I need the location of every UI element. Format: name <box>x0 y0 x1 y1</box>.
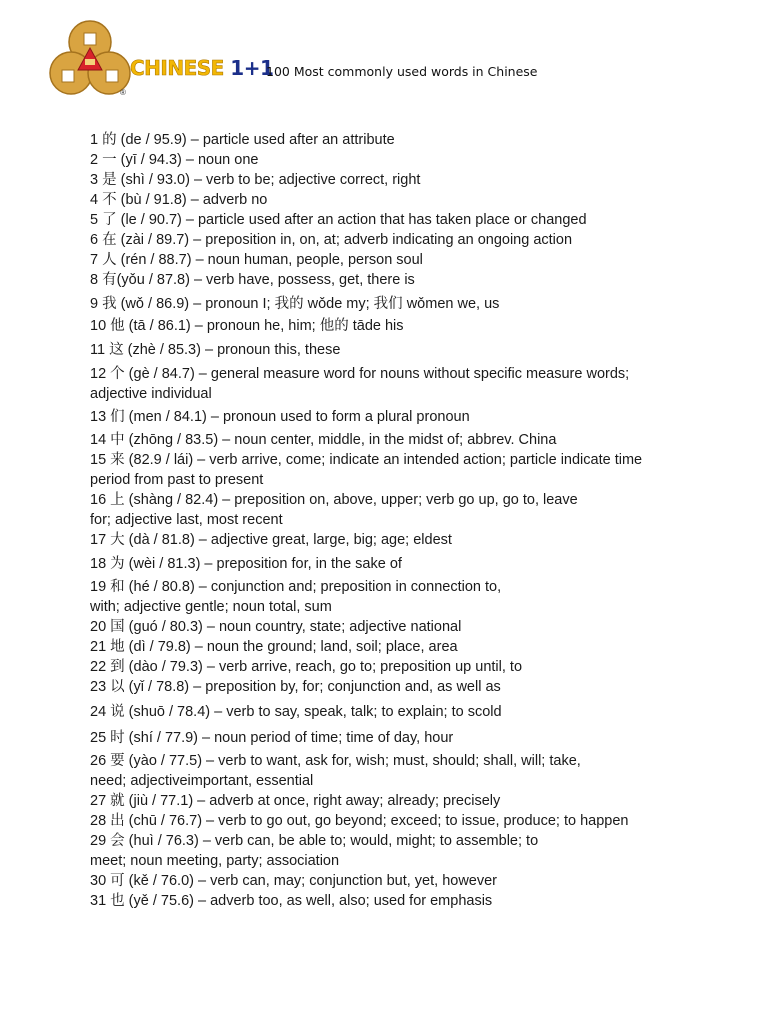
document-title: 100 Most commonly used words in Chinese <box>266 64 538 79</box>
word-entry: 22 到 (dào / 79.3) – verb arrive, reach, go to; preposition up until, to <box>90 659 523 675</box>
word-entry: 2 一 (yī / 94.3) – noun one <box>90 152 259 168</box>
word-entry: 10 他 (tā / 86.1) – pronoun he, him; 他的 tāde his <box>90 318 404 334</box>
word-entry: 25 时 (shí / 77.9) – noun period of time; time of day, hour <box>90 730 454 746</box>
word-entry: 14 中 (zhōng / 83.5) – noun center, middle, in the midst of; abbrev. China <box>90 432 557 448</box>
document-header <box>48 18 728 102</box>
word-entry: 1 的 (de / 95.9) – particle used after an attribute <box>90 132 395 148</box>
word-entry: 23 以 (yǐ / 78.8) – preposition by, for; conjunction and, as well as <box>90 679 501 695</box>
word-entry: 4 不 (bù / 91.8) – adverb no <box>90 192 268 208</box>
brand-word: CHINESE <box>130 56 224 80</box>
word-entry: 8 有(yǒu / 87.8) – verb have, possess, get, there is <box>90 272 415 288</box>
word-entry: 12 个 (gè / 84.7) – general measure word for nouns without specific measure words; adjective individual <box>90 366 630 402</box>
word-entry: 7 人 (rén / 88.7) – noun human, people, person soul <box>90 252 423 268</box>
word-list <box>90 130 690 911</box>
word-entry: 13 们 (men / 84.1) – pronoun used to form a plural pronoun <box>90 409 470 425</box>
word-entry: 30 可 (kě / 76.0) – verb can, may; conjunction but, yet, however <box>90 873 498 889</box>
word-entry: 5 了 (le / 90.7) – particle used after an action that has taken place or changed <box>90 212 587 228</box>
word-entry: 18 为 (wèi / 81.3) – preposition for, in the sake of <box>90 556 402 572</box>
word-entry: 11 这 (zhè / 85.3) – pronoun this, these <box>90 342 341 358</box>
word-entry: 19 和 (hé / 80.8) – conjunction and; preposition in connection to, with; adjective gentle; noun total, sum <box>90 579 502 615</box>
word-entry: 17 大 (dà / 81.8) – adjective great, large, big; age; eldest <box>90 532 452 548</box>
word-entry: 24 说 (shuō / 78.4) – verb to say, speak, talk; to explain; to scold <box>90 704 502 720</box>
registered-mark: ® <box>120 88 126 97</box>
brand-number: 1+1 <box>230 56 274 80</box>
word-entry: 27 就 (jiù / 77.1) – adverb at once, right away; already; precisely <box>90 793 501 809</box>
word-entry: 15 来 (82.9 / lái) – verb arrive, come; indicate an intended action; particle indicate time period from past to present <box>90 452 643 488</box>
word-entry: 20 国 (guó / 80.3) – noun country, state; adjective national <box>90 619 462 635</box>
word-entry: 28 出 (chū / 76.7) – verb to go out, go beyond; exceed; to issue, produce; to happen <box>90 813 629 829</box>
word-entry: 31 也 (yě / 75.6) – adverb too, as well, also; used for emphasis <box>90 893 493 909</box>
word-entry: 9 我 (wǒ / 86.9) – pronoun I; 我的 wǒde my; 我们 wǒmen we, us <box>90 296 500 312</box>
brand-wordmark <box>130 56 273 80</box>
word-entry: 6 在 (zài / 89.7) – preposition in, on, at; adverb indicating an ongoing action <box>90 232 573 248</box>
word-entry: 16 上 (shàng / 82.4) – preposition on, above, upper; verb go up, go to, leave for; adjective last, most recent <box>90 492 578 528</box>
word-entry: 26 要 (yào / 77.5) – verb to want, ask for, wish; must, should; shall, will; take, need; adjectiveimportant, essential <box>90 753 581 789</box>
word-entry: 29 会 (huì / 76.3) – verb can, be able to; would, might; to assemble; to meet; noun meeting, party; association <box>90 833 539 869</box>
word-entry: 21 地 (dì / 79.8) – noun the ground; land, soil; place, area <box>90 639 458 655</box>
word-entry: 3 是 (shì / 93.0) – verb to be; adjective correct, right <box>90 172 421 188</box>
